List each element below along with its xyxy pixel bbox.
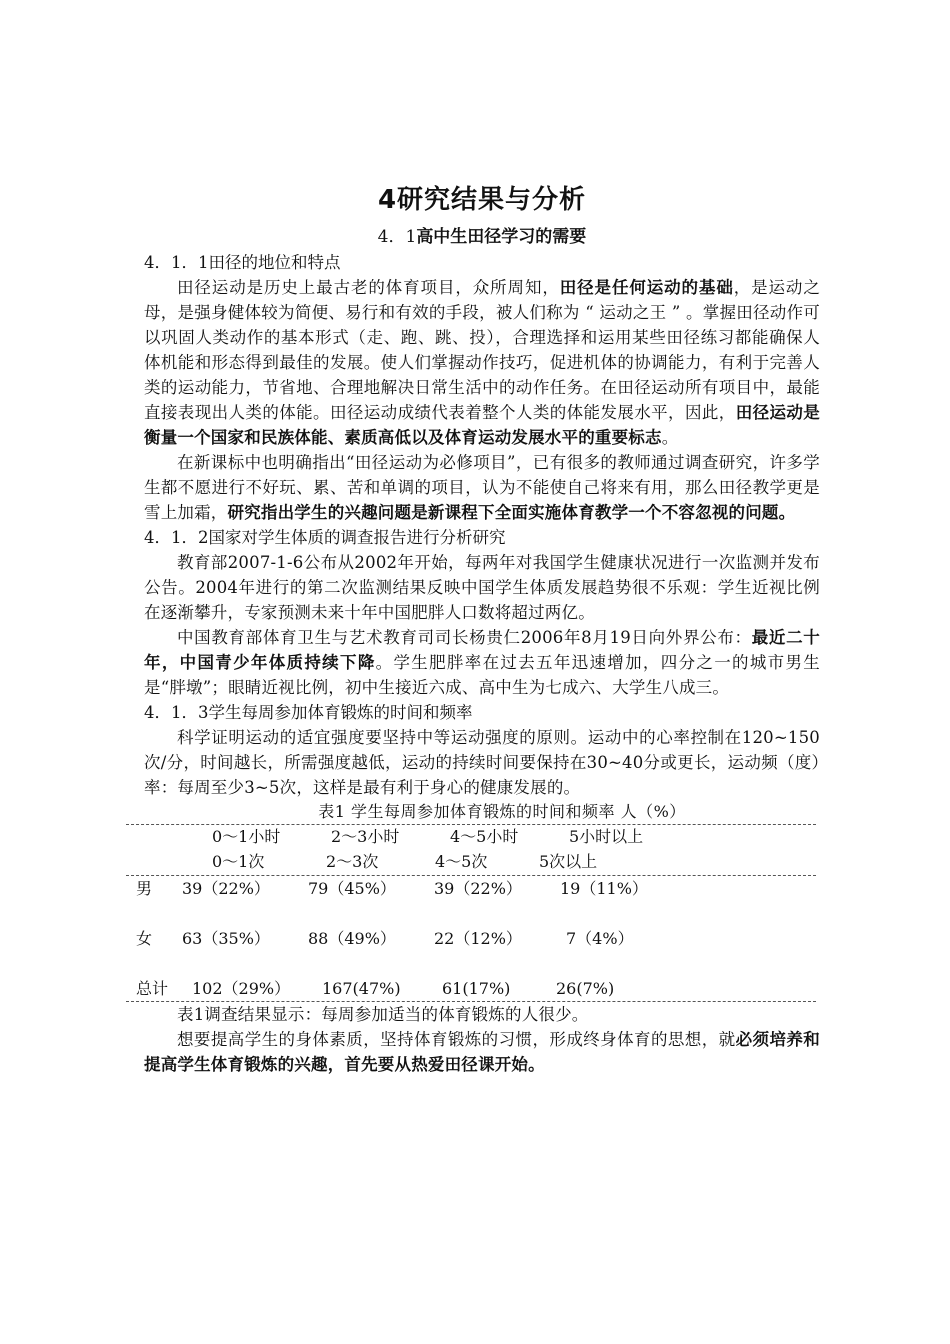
bold-phrase: 田径运动是衡量一个国家和民族体能、素质高低以及体育运动发展水平的重要标志 — [144, 403, 821, 447]
bold-phrase: 田径是任何运动的基础 — [559, 278, 734, 297]
section-number: 4．1 — [377, 227, 417, 247]
section-heading — [144, 224, 820, 250]
table-cell: 22（12%） — [434, 929, 522, 948]
document-body — [136, 178, 821, 1077]
header-cell: 5次以上 — [539, 852, 598, 871]
paragraph-track-status: 田径运动是历史上最古老的体育项目，众所周知，田径是任何运动的基础，是运动之母，是强身健体较为简便、易行和有效的手段，被人们称为 “ 运动之王 ” 。掌握田径动作可以巩固人类动作的基本形式（走、跑、跳、投），合理选择和运用某些田径练习都能确保人体机能和形态得到最佳的发展。使人们掌握动作技巧，促进机体的协调能力，有利于完善人类的运动能力，节省地、合理地解决日常生活中的动作任务。在田径运动所有项目中，最能直接表现出人类的体能。田径运动成绩代表着整个人类的体能发展水平，因此，田径运动是衡量一个国家和民族体能、素质高低以及体育运动发展水平的重要标志。 — [144, 278, 821, 447]
table-cell: 7（4%） — [566, 929, 634, 948]
row-label: 总计 — [136, 979, 169, 998]
header-cell: 2～3次 — [326, 852, 379, 871]
chapter-title: 4研究结果与分析 — [377, 185, 587, 215]
table-row — [126, 876, 816, 926]
table-cell: 79（45%） — [308, 879, 396, 898]
header-cell: 5小时以上 — [569, 827, 644, 846]
table-cell: 39（22%） — [434, 879, 522, 898]
exercise-table — [126, 824, 816, 1002]
table-cell: 26(7%) — [556, 979, 615, 998]
paragraph-survey: 教育部2007-1-6公布从2002年开始，每两年对我国学生健康状况进行一次监测并发布公告。2004年进行的第二次监测结果反映中国学生体质发展趋势很不乐观：学生近视比例在逐渐攀升，专家预测未来十年中国肥胖人口数将超过两亿。 — [144, 553, 820, 622]
header-cell: 2～3小时 — [331, 827, 400, 846]
table-cell: 61(17%) — [442, 979, 511, 998]
bold-phrase: 最近二十年，中国青少年体质持续下降 — [144, 628, 820, 672]
subsection-heading-3: 4．1．3学生每周参加体育锻炼的时间和频率 — [144, 703, 473, 722]
paragraph-table-result: 表1调查结果显示：每周参加适当的体育锻炼的人很少。 — [177, 1005, 589, 1024]
table-cell: 63（35%） — [182, 929, 270, 948]
table-cell: 167(47%) — [322, 979, 401, 998]
table-total-row — [126, 976, 816, 1001]
paragraph-conclusion: 想要提高学生的身体素质，坚持体育锻炼的习惯，形成终身体育的思想，就必须培养和提高学生体育锻炼的兴趣，首先要从热爱田径课开始。 — [144, 1030, 821, 1074]
subsection-heading-2: 4．1．2国家对学生体质的调查报告进行分析研究 — [144, 528, 506, 547]
header-cell: 4～5次 — [435, 852, 488, 871]
table-cell: 39（22%） — [182, 879, 270, 898]
header-cell: 0～1小时 — [212, 827, 281, 846]
bold-phrase: 必须培养和提高学生体育锻炼的兴趣，首先要从热爱田径课开始。 — [144, 1030, 821, 1074]
row-label: 男 — [136, 879, 153, 898]
table-row — [126, 926, 816, 976]
paragraph-curriculum: 在新课标中也明确指出“田径运动为必修项目”，已有很多的教师通过调查研究，许多学生都不愿进行不好玩、累、苦和单调的项目，认为不能使自己将来有用，那么田径教学更是雪上加霜，研究指出学生的兴趣问题是新课程下全面实施体育教学一个不容忽视的问题。 — [144, 453, 820, 522]
row-label: 女 — [136, 929, 153, 948]
table-bottom-rule — [126, 1001, 816, 1002]
paragraph-exercise-intensity: 科学证明运动的适宜强度要坚持中等运动强度的原则。运动中的心率控制在120~150次/分，时间越长，所需强度越低，运动的持续时间要保持在30~40分或更长，运动频（度）率：每周至少3~5次，这样是最有利于身心的健康发展的。 — [144, 728, 820, 797]
table-cell: 19（11%） — [560, 879, 648, 898]
section-title: 高中生田径学习的需要 — [416, 227, 587, 247]
table-caption: 表1 学生每周参加体育锻炼的时间和频率 人（%） — [318, 802, 686, 821]
header-cell: 4～5小时 — [450, 827, 519, 846]
paragraph-announcement: 中国教育部体育卫生与艺术教育司司长杨贵仁2006年8月19日向外界公布：最近二十年，中国青少年体质持续下降。学生肥胖率在过去五年迅速增加，四分之一的城市男生是“胖墩”；眼睛近视比例，初中生接近六成、高中生为七成六、大学生八成三。 — [144, 628, 821, 697]
header-cell: 0～1次 — [212, 852, 265, 871]
table-header-freq — [126, 850, 816, 875]
table-cell: 102（29%） — [192, 979, 291, 998]
subsection-heading-1: 4．1．1田径的地位和特点 — [144, 253, 341, 272]
table-cell: 88（49%） — [308, 929, 396, 948]
table-header-time — [126, 825, 816, 850]
bold-phrase: 研究指出学生的兴趣问题是新课程下全面实施体育教学一个不容忽视的问题。 — [227, 503, 796, 522]
